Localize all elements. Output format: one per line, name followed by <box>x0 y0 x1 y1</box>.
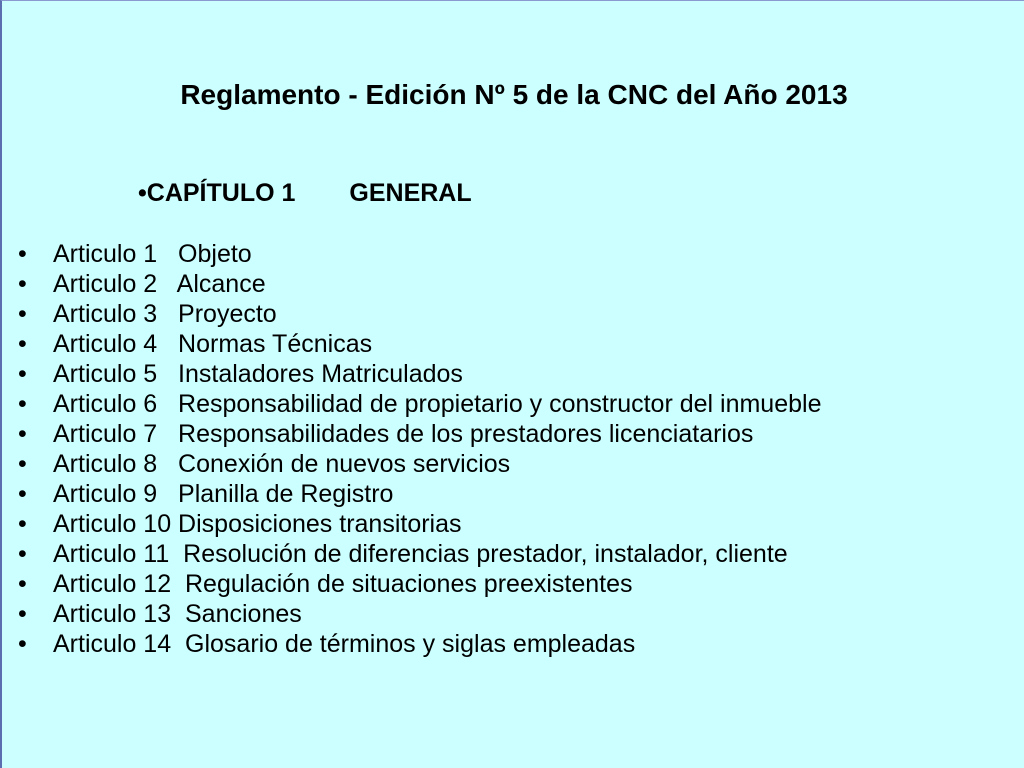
bullet-icon: • <box>18 450 27 478</box>
article-text: Articulo 7 Responsabilidades de los prestadores licenciatarios <box>53 420 754 448</box>
list-item <box>18 329 821 359</box>
chapter-heading <box>138 179 472 208</box>
list-item <box>18 449 821 479</box>
bullet-icon: • <box>18 360 27 388</box>
article-text: Articulo 10 Disposiciones transitorias <box>53 510 462 538</box>
list-item <box>18 269 821 299</box>
article-text: Articulo 14 Glosario de términos y siglas empleadas <box>53 630 636 658</box>
article-text: Articulo 6 Responsabilidad de propietario y constructor del inmueble <box>53 390 822 418</box>
article-text: Articulo 5 Instaladores Matriculados <box>53 360 463 388</box>
list-item <box>18 299 821 329</box>
list-item <box>18 599 821 629</box>
slide-title: Reglamento - Edición Nº 5 de la CNC del Año 2013 <box>180 79 848 110</box>
article-text: Articulo 12 Regulación de situaciones preexistentes <box>53 570 633 598</box>
bullet-icon: • <box>18 540 27 568</box>
bullet-icon: • <box>18 480 27 508</box>
article-text: Articulo 8 Conexión de nuevos servicios <box>53 450 511 478</box>
bullet-icon: • <box>18 570 27 598</box>
bullet-icon: • <box>18 630 27 658</box>
chapter-label: CAPÍTULO 1 <box>146 179 296 207</box>
article-text: Articulo 2 Alcance <box>53 270 266 298</box>
article-text: Articulo 3 Proyecto <box>53 300 277 328</box>
bullet-icon: • <box>18 240 27 268</box>
bullet-icon: • <box>18 420 27 448</box>
list-item <box>18 239 821 269</box>
bullet-icon: • <box>18 270 27 298</box>
article-list <box>18 239 821 659</box>
bullet-icon: • <box>18 600 27 628</box>
bullet-icon: • <box>18 300 27 328</box>
chapter-name: GENERAL <box>349 179 472 207</box>
article-text: Articulo 1 Objeto <box>53 240 252 268</box>
chapter-bullet: • <box>138 179 147 207</box>
list-item <box>18 389 821 419</box>
list-item <box>18 629 821 659</box>
list-item <box>18 509 821 539</box>
list-item <box>18 419 821 449</box>
article-text: Articulo 13 Sanciones <box>53 600 302 628</box>
article-text: Articulo 4 Normas Técnicas <box>53 330 373 358</box>
bullet-icon: • <box>18 330 27 358</box>
list-item <box>18 539 821 569</box>
list-item <box>18 359 821 389</box>
list-item <box>18 479 821 509</box>
article-text: Articulo 9 Planilla de Registro <box>53 480 394 508</box>
bullet-icon: • <box>18 510 27 538</box>
article-text: Articulo 11 Resolución de diferencias prestador, instalador, cliente <box>53 540 788 568</box>
list-item <box>18 569 821 599</box>
bullet-icon: • <box>18 390 27 418</box>
